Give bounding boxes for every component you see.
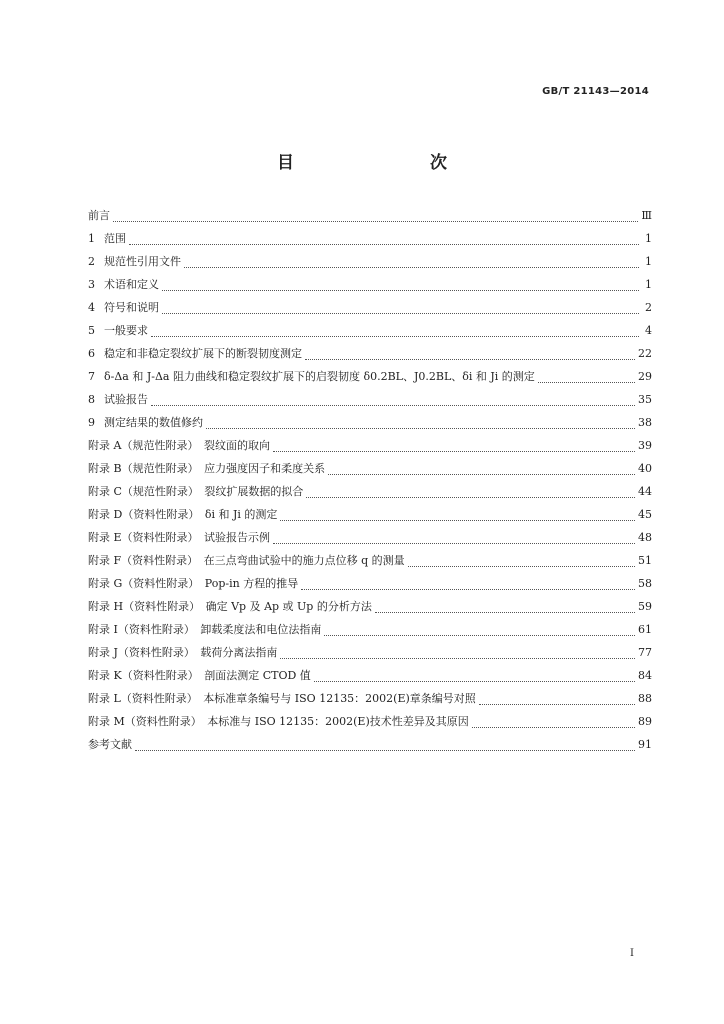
toc-entry-number: 5 bbox=[88, 324, 95, 337]
toc-entry-label: 附录 I（资料性附录） 卸载柔度法和电位法指南 bbox=[88, 623, 322, 636]
toc-leader-dots bbox=[472, 726, 635, 728]
toc-entry-page: 1 bbox=[645, 278, 652, 291]
toc-entry-label: 稳定和非稳定裂纹扩展下的断裂韧度测定 bbox=[104, 347, 302, 360]
toc-entry-label: 附录 A（规范性附录） 裂纹面的取向 bbox=[88, 439, 270, 452]
toc-entry-label: δ-Δa 和 J-Δa 阻力曲线和稳定裂纹扩展下的启裂韧度 δ0.2BL、J0.2BL、δi 和 Ji 的测定 bbox=[104, 370, 535, 383]
toc-entry-page: 77 bbox=[638, 646, 652, 659]
toc-entry-page: 4 bbox=[645, 324, 652, 337]
toc-entry-page: 29 bbox=[638, 370, 652, 383]
page-title: 目 次 bbox=[277, 153, 481, 173]
toc-entry-label: 前言 bbox=[88, 209, 110, 222]
toc-entry-number: 3 bbox=[88, 278, 95, 291]
toc-entry-label: 附录 B（规范性附录） 应力强度因子和柔度关系 bbox=[88, 462, 326, 475]
toc-entry-label: 附录 F（资料性附录） 在三点弯曲试验中的施力点位移 q 的测量 bbox=[88, 554, 405, 567]
toc-entry-label: 测定结果的数值修约 bbox=[104, 416, 203, 429]
toc-entry-page: 58 bbox=[638, 577, 652, 590]
toc-entry-page: 45 bbox=[638, 508, 652, 521]
toc-entry[interactable] bbox=[88, 345, 652, 368]
toc-entry[interactable] bbox=[88, 414, 652, 437]
toc-entry-number: 9 bbox=[88, 416, 95, 429]
toc-entry-label: 附录 K（资料性附录） 剖面法测定 CTOD 值 bbox=[88, 669, 311, 682]
toc-entry-page: 84 bbox=[638, 669, 652, 682]
toc-leader-dots bbox=[280, 657, 635, 659]
toc-entry-label: 附录 C（规范性附录） 裂纹扩展数据的拟合 bbox=[88, 485, 304, 498]
toc-entry-label: 符号和说明 bbox=[104, 301, 159, 314]
toc-entry-page: 40 bbox=[638, 462, 652, 475]
toc-entry-label: 附录 J（资料性附录） 载荷分离法指南 bbox=[88, 646, 278, 659]
toc-entry-page: 1 bbox=[645, 232, 652, 245]
toc-entry-page: 51 bbox=[638, 554, 652, 567]
toc-leader-dots bbox=[479, 703, 635, 705]
toc-entry-page: 44 bbox=[638, 485, 652, 498]
toc-leader-dots bbox=[375, 611, 635, 613]
toc-entry-label: 附录 D（资料性附录） δi 和 Ji 的测定 bbox=[88, 508, 278, 521]
toc-leader-dots bbox=[305, 358, 635, 360]
toc-entry-number: 7 bbox=[88, 370, 95, 383]
toc-entry-label: 试验报告 bbox=[104, 393, 148, 406]
toc-leader-dots bbox=[408, 565, 635, 567]
toc-entry-label: 范围 bbox=[104, 232, 126, 245]
toc-leader-dots bbox=[301, 588, 635, 590]
toc-entry[interactable] bbox=[88, 506, 652, 529]
toc-leader-dots bbox=[135, 749, 635, 751]
toc-entry[interactable] bbox=[88, 391, 652, 414]
toc-entry-page: 38 bbox=[638, 416, 652, 429]
toc-entry[interactable] bbox=[88, 322, 652, 345]
toc-entry-page: 1 bbox=[645, 255, 652, 268]
toc-leader-dots bbox=[162, 312, 639, 314]
toc-leader-dots bbox=[151, 404, 635, 406]
toc-entry[interactable] bbox=[88, 552, 652, 575]
toc-entry[interactable] bbox=[88, 276, 652, 299]
toc-entry-page: 59 bbox=[638, 600, 652, 613]
toc-leader-dots bbox=[314, 680, 635, 682]
toc-leader-dots bbox=[206, 427, 635, 429]
toc-entry-label: 附录 H（资料性附录） 确定 Vp 及 Ap 或 Up 的分析方法 bbox=[88, 600, 372, 613]
toc-entry[interactable] bbox=[88, 736, 652, 759]
toc-entry[interactable] bbox=[88, 437, 652, 460]
toc-entry-page: 39 bbox=[638, 439, 652, 452]
toc-entry-page: 91 bbox=[638, 738, 652, 751]
toc-entry[interactable] bbox=[88, 598, 652, 621]
toc-entry[interactable] bbox=[88, 460, 652, 483]
toc-leader-dots bbox=[538, 381, 635, 383]
toc-entry-label: 参考文献 bbox=[88, 738, 132, 751]
toc-entry-label: 规范性引用文件 bbox=[104, 255, 181, 268]
toc-entry-label: 附录 M（资料性附录） 本标准与 ISO 12135：2002(E)技术性差异及其原因 bbox=[88, 715, 469, 728]
toc-entry[interactable] bbox=[88, 690, 652, 713]
toc-entry[interactable] bbox=[88, 667, 652, 690]
document-code: GB/T 21143—2014 bbox=[542, 86, 649, 97]
toc-entry[interactable] bbox=[88, 713, 652, 736]
toc-entry[interactable] bbox=[88, 483, 652, 506]
toc-entry-number: 8 bbox=[88, 393, 95, 406]
toc-leader-dots bbox=[273, 542, 635, 544]
toc-leader-dots bbox=[280, 519, 635, 521]
toc-leader-dots bbox=[328, 473, 635, 475]
toc-leader-dots bbox=[129, 243, 639, 245]
toc-entry-label: 附录 E（资料性附录） 试验报告示例 bbox=[88, 531, 271, 544]
toc-leader-dots bbox=[184, 266, 639, 268]
toc-entry-number: 4 bbox=[88, 301, 95, 314]
toc-leader-dots bbox=[162, 289, 639, 291]
toc-entry-page: 35 bbox=[638, 393, 652, 406]
toc-entry-page: 61 bbox=[638, 623, 652, 636]
toc-leader-dots bbox=[324, 634, 635, 636]
toc-entry[interactable] bbox=[88, 644, 652, 667]
toc-entry[interactable] bbox=[88, 299, 652, 322]
toc-entry[interactable] bbox=[88, 368, 652, 391]
toc-entry-label: 附录 L（资料性附录） 本标准章条编号与 ISO 12135：2002(E)章条编号对照 bbox=[88, 692, 476, 705]
toc-entry[interactable] bbox=[88, 621, 652, 644]
toc-entry-page: Ⅲ bbox=[641, 209, 652, 222]
toc-entry-label: 附录 G（资料性附录） Pop-in 方程的推导 bbox=[88, 577, 299, 590]
toc-entry[interactable] bbox=[88, 253, 652, 276]
page-number: I bbox=[630, 948, 634, 959]
toc-leader-dots bbox=[113, 220, 638, 222]
toc-entry-page: 22 bbox=[638, 347, 652, 360]
toc-entry-number: 1 bbox=[88, 232, 95, 245]
toc-leader-dots bbox=[151, 335, 639, 337]
toc-entry-page: 2 bbox=[645, 301, 652, 314]
toc-leader-dots bbox=[273, 450, 635, 452]
table-of-contents bbox=[88, 207, 652, 759]
toc-entry[interactable] bbox=[88, 575, 652, 598]
toc-entry-number: 2 bbox=[88, 255, 95, 268]
toc-entry-page: 48 bbox=[638, 531, 652, 544]
toc-entry[interactable] bbox=[88, 207, 652, 230]
toc-leader-dots bbox=[306, 496, 635, 498]
toc-entry-label: 术语和定义 bbox=[104, 278, 159, 291]
toc-entry-number: 6 bbox=[88, 347, 95, 360]
toc-entry-page: 89 bbox=[638, 715, 652, 728]
toc-entry[interactable] bbox=[88, 529, 652, 552]
toc-entry-label: 一般要求 bbox=[104, 324, 148, 337]
toc-entry[interactable] bbox=[88, 230, 652, 253]
toc-entry-page: 88 bbox=[638, 692, 652, 705]
